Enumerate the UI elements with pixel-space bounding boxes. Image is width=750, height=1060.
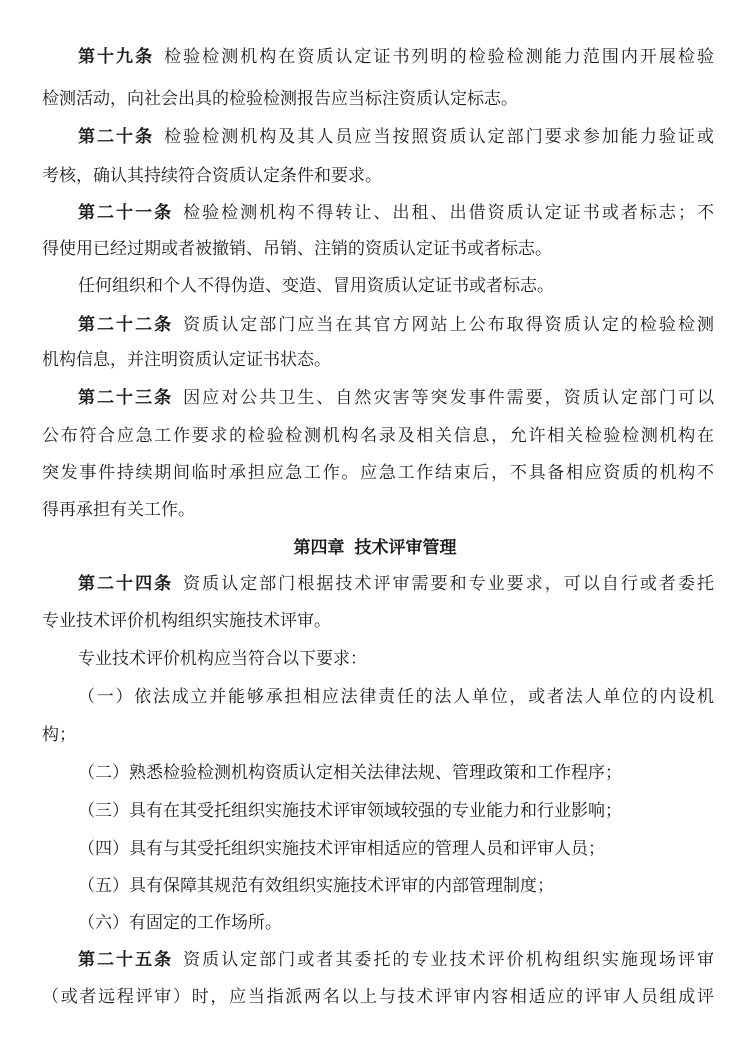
article-25-line-1: 第二十五条 资质认定部门或者其委托的专业技术评价机构组织实施现场评审 xyxy=(78,950,714,970)
article-24-item-5: （五）具有保障其规范有效组织实施技术评审的内部管理制度； xyxy=(78,876,554,896)
article-24-item-3: （三）具有在其受托组织实施技术评审领域较强的专业能力和行业影响； xyxy=(78,801,622,821)
article-25-number: 第二十五条 xyxy=(78,950,174,970)
article-24-item-1-line-2: 构； xyxy=(42,725,76,745)
article-21-line-2: 得使用已经过期或者被撤销、吊销、注销的资质认定证书或者标志。 xyxy=(42,239,552,259)
chapter-number: 第四章 xyxy=(293,538,345,558)
article-23-line-2: 公布符合应急工作要求的检验检测机构名录及相关信息，允许相关检验检测机构在 xyxy=(42,426,714,446)
article-23-line-3: 突发事件持续期间临时承担应急工作。应急工作结束后，不具备相应资质的机构不 xyxy=(42,463,714,483)
article-24-item-1-line-1: （一）依法成立并能够承担相应法律责任的法人单位，或者法人单位的内设机 xyxy=(78,687,714,707)
article-24-line-2: 专业技术评价机构组织实施技术评审。 xyxy=(42,611,331,631)
article-22-number: 第二十二条 xyxy=(78,315,174,335)
article-20-number: 第二十条 xyxy=(78,127,155,147)
article-21-number: 第二十一条 xyxy=(78,203,174,223)
article-24-line-1: 第二十四条 资质认定部门根据技术评审需要和专业要求，可以自行或者委托 xyxy=(78,574,714,594)
article-25-line-2: （或者远程评审）时，应当指派两名以上与技术评审内容相适应的评审人员组成评 xyxy=(42,987,714,1007)
article-22-line-2: 机构信息，并注明资质认定证书状态。 xyxy=(42,350,331,370)
article-24-item-6: （六）有固定的工作场所。 xyxy=(78,913,282,933)
chapter-title: 技术评审管理 xyxy=(354,538,457,558)
article-20-line-2: 考核，确认其持续符合资质认定条件和要求。 xyxy=(42,166,382,186)
article-23-line-4: 得再承担有关工作。 xyxy=(42,500,195,520)
article-21-paragraph-2: 任何组织和个人不得伪造、变造、冒用资质认定证书或者标志。 xyxy=(78,276,554,296)
article-19-line-1: 第十九条 检验检测机构在资质认定证书列明的检验检测能力范围内开展检验 xyxy=(78,47,714,67)
article-23-number: 第二十三条 xyxy=(78,388,174,408)
article-24-item-2: （二）熟悉检验检测机构资质认定相关法律法规、管理政策和工作程序； xyxy=(78,763,622,783)
article-19-line-2: 检测活动，向社会出具的检验检测报告应当标注资质认定标志。 xyxy=(42,89,518,109)
article-23-line-1: 第二十三条 因应对公共卫生、自然灾害等突发事件需要，资质认定部门可以 xyxy=(78,388,714,408)
article-24-item-4: （四）具有与其受托组织实施技术评审相适应的管理人员和评审人员； xyxy=(78,839,605,859)
article-22-line-1: 第二十二条 资质认定部门应当在其官方网站上公布取得资质认定的检验检测 xyxy=(78,315,714,335)
chapter-heading xyxy=(0,535,750,561)
article-20-line-1: 第二十条 检验检测机构及其人员应当按照资质认定部门要求参加能力验证或 xyxy=(78,127,714,147)
article-21-line-1: 第二十一条 检验检测机构不得转让、出租、出借资质认定证书或者标志；不 xyxy=(78,203,714,223)
article-24-paragraph-2: 专业技术评价机构应当符合以下要求： xyxy=(78,649,367,669)
article-19-number: 第十九条 xyxy=(78,47,155,67)
article-24-number: 第二十四条 xyxy=(78,574,174,594)
